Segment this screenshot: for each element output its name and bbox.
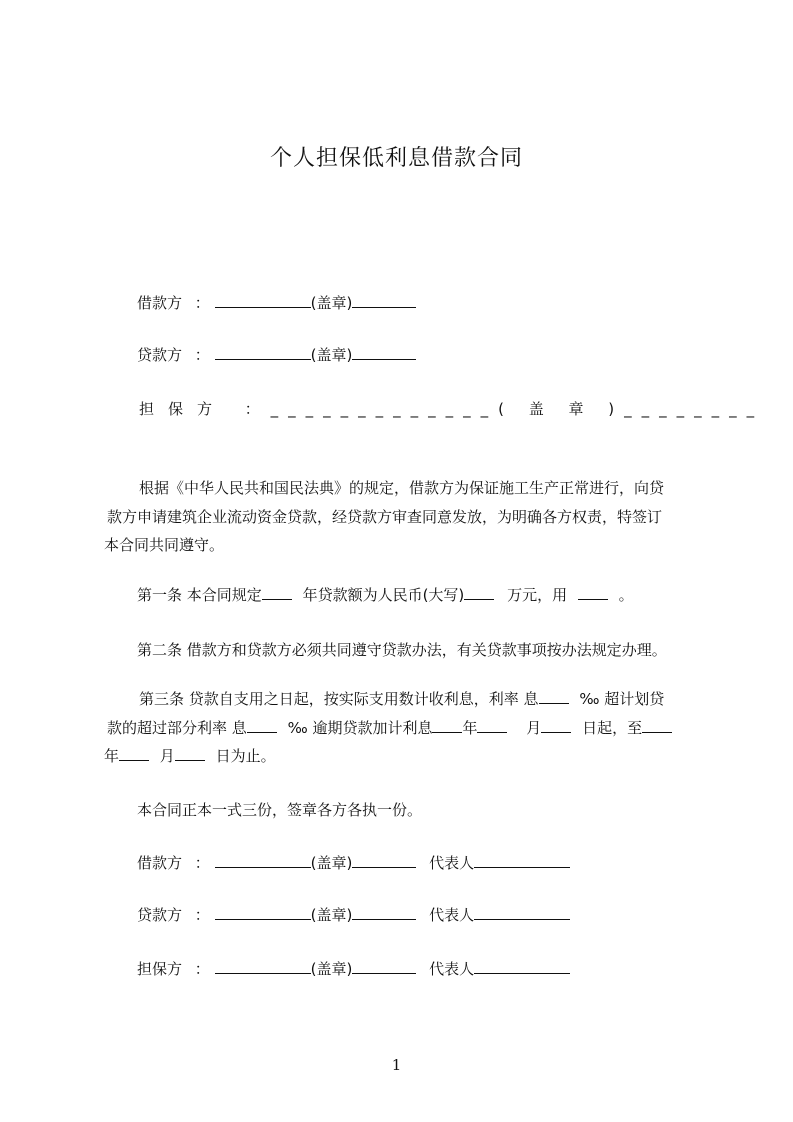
article-3-line-1: [139, 688, 664, 709]
borrower-seal-blank: [352, 293, 416, 308]
article-2: 第二条 借款方和贷款方必须共同遵守贷款办法，有关贷款事项按办法规定办理。: [137, 641, 667, 659]
borrower-sign-colon: ：: [194, 854, 210, 872]
lender-colon: ：: [194, 346, 210, 364]
guarantor-sign-seal: (盖章): [310, 960, 353, 978]
preamble-line-1: 根据《中华人民共和国民法典》的规定，借款方为保证施工生产正常进行，向贷: [139, 479, 665, 497]
lender-name-blank: [215, 345, 311, 360]
page-title: 个人担保低利息借款合同: [269, 146, 523, 171]
lender-signature-line: [137, 904, 570, 925]
lender-rep-label: 代表人: [429, 906, 475, 924]
borrower-seal: (盖章): [310, 294, 353, 312]
guarantor-seal: ( 盖 章 ): [498, 400, 625, 418]
article-3-line-2: [107, 717, 672, 738]
lender-seal: (盖章): [310, 346, 353, 364]
preamble-line-2: 款方申请建筑企业流动资金贷款，经贷款方审查同意发放，为明确各方权责，特签订: [107, 508, 663, 526]
copies-clause: 本合同正本一式三份，签章各方各执一份。: [137, 801, 423, 819]
article-3-blank-month-b: [119, 746, 149, 761]
article-3-l2c: 年: [462, 719, 478, 737]
lender-top-line: [137, 344, 416, 365]
guarantor-sign-seal-blank: [352, 959, 416, 974]
borrower-top-line: [137, 292, 416, 313]
article-3-blank-month-a: [477, 718, 507, 733]
article-3-blank-year-a: [432, 718, 462, 733]
article-1-part-c: 万元，用: [507, 586, 568, 604]
article-3-l3a: 年: [104, 747, 120, 765]
article-3-l2a: 款的超过部分利率 息: [107, 719, 247, 737]
guarantor-colon: ：: [244, 400, 260, 418]
article-1-part-a: 第一条 本合同规定: [137, 586, 262, 604]
guarantor-top-line: [139, 398, 764, 419]
article-1-part-d: 。: [618, 586, 634, 604]
article-1: [137, 584, 634, 605]
article-3-l3c: 日为止。: [215, 747, 276, 765]
article-3-blank-day-a: [541, 718, 571, 733]
article-1-part-b: 年贷款额为人民币(大写): [302, 586, 465, 604]
article-3-blank-rate: [539, 689, 569, 704]
lender-seal-blank: [352, 345, 416, 360]
guarantor-rep-blank: [474, 959, 570, 974]
article-1-blank-amount: [464, 585, 494, 600]
borrower-sign-seal: (盖章): [310, 854, 353, 872]
guarantor-label: 担保方: [139, 400, 227, 418]
guarantor-sign-colon: ：: [194, 960, 210, 978]
borrower-rep-label: 代表人: [429, 854, 475, 872]
borrower-colon: ：: [194, 294, 210, 312]
borrower-sign-label: 借款方: [137, 854, 183, 872]
lender-rep-blank: [474, 905, 570, 920]
borrower-sign-blank: [215, 853, 311, 868]
article-3-l2b: ‰ 逾期贷款加计利息: [287, 719, 433, 737]
article-3-l2e: 日起，至: [582, 719, 643, 737]
article-3-blank-excess-rate: [247, 718, 277, 733]
guarantor-name-dashes: _____________: [270, 400, 499, 418]
article-3-l3b: 月: [159, 747, 175, 765]
guarantor-sign-label: 担保方: [137, 960, 183, 978]
borrower-signature-line: [137, 852, 570, 873]
borrower-rep-blank: [474, 853, 570, 868]
article-1-blank-use: [578, 585, 608, 600]
article-3-line-3: [104, 745, 276, 766]
borrower-label: 借款方: [137, 294, 183, 312]
article-3-l1b: ‰ 超计划贷: [579, 690, 665, 708]
lender-sign-colon: ：: [194, 906, 210, 924]
guarantor-seal-dashes: ________: [624, 400, 765, 418]
page-number: 1: [391, 1056, 402, 1074]
article-3-l2d: 月: [526, 719, 542, 737]
lender-sign-seal: (盖章): [310, 906, 353, 924]
guarantor-signature-line: [137, 958, 570, 979]
preamble-line-3: 本合同共同遵守。: [104, 536, 225, 554]
borrower-name-blank: [215, 293, 311, 308]
article-3-l1a: 第三条 贷款自支用之日起，按实际支用数计收利息，利率 息: [139, 690, 539, 708]
lender-sign-blank: [215, 905, 311, 920]
borrower-sign-seal-blank: [352, 853, 416, 868]
lender-sign-label: 贷款方: [137, 906, 183, 924]
article-1-blank-year: [262, 585, 292, 600]
lender-label: 贷款方: [137, 346, 183, 364]
lender-sign-seal-blank: [352, 905, 416, 920]
guarantor-sign-blank: [215, 959, 311, 974]
article-3-blank-day-b: [175, 746, 205, 761]
article-3-blank-year-b: [642, 718, 672, 733]
guarantor-rep-label: 代表人: [429, 960, 475, 978]
